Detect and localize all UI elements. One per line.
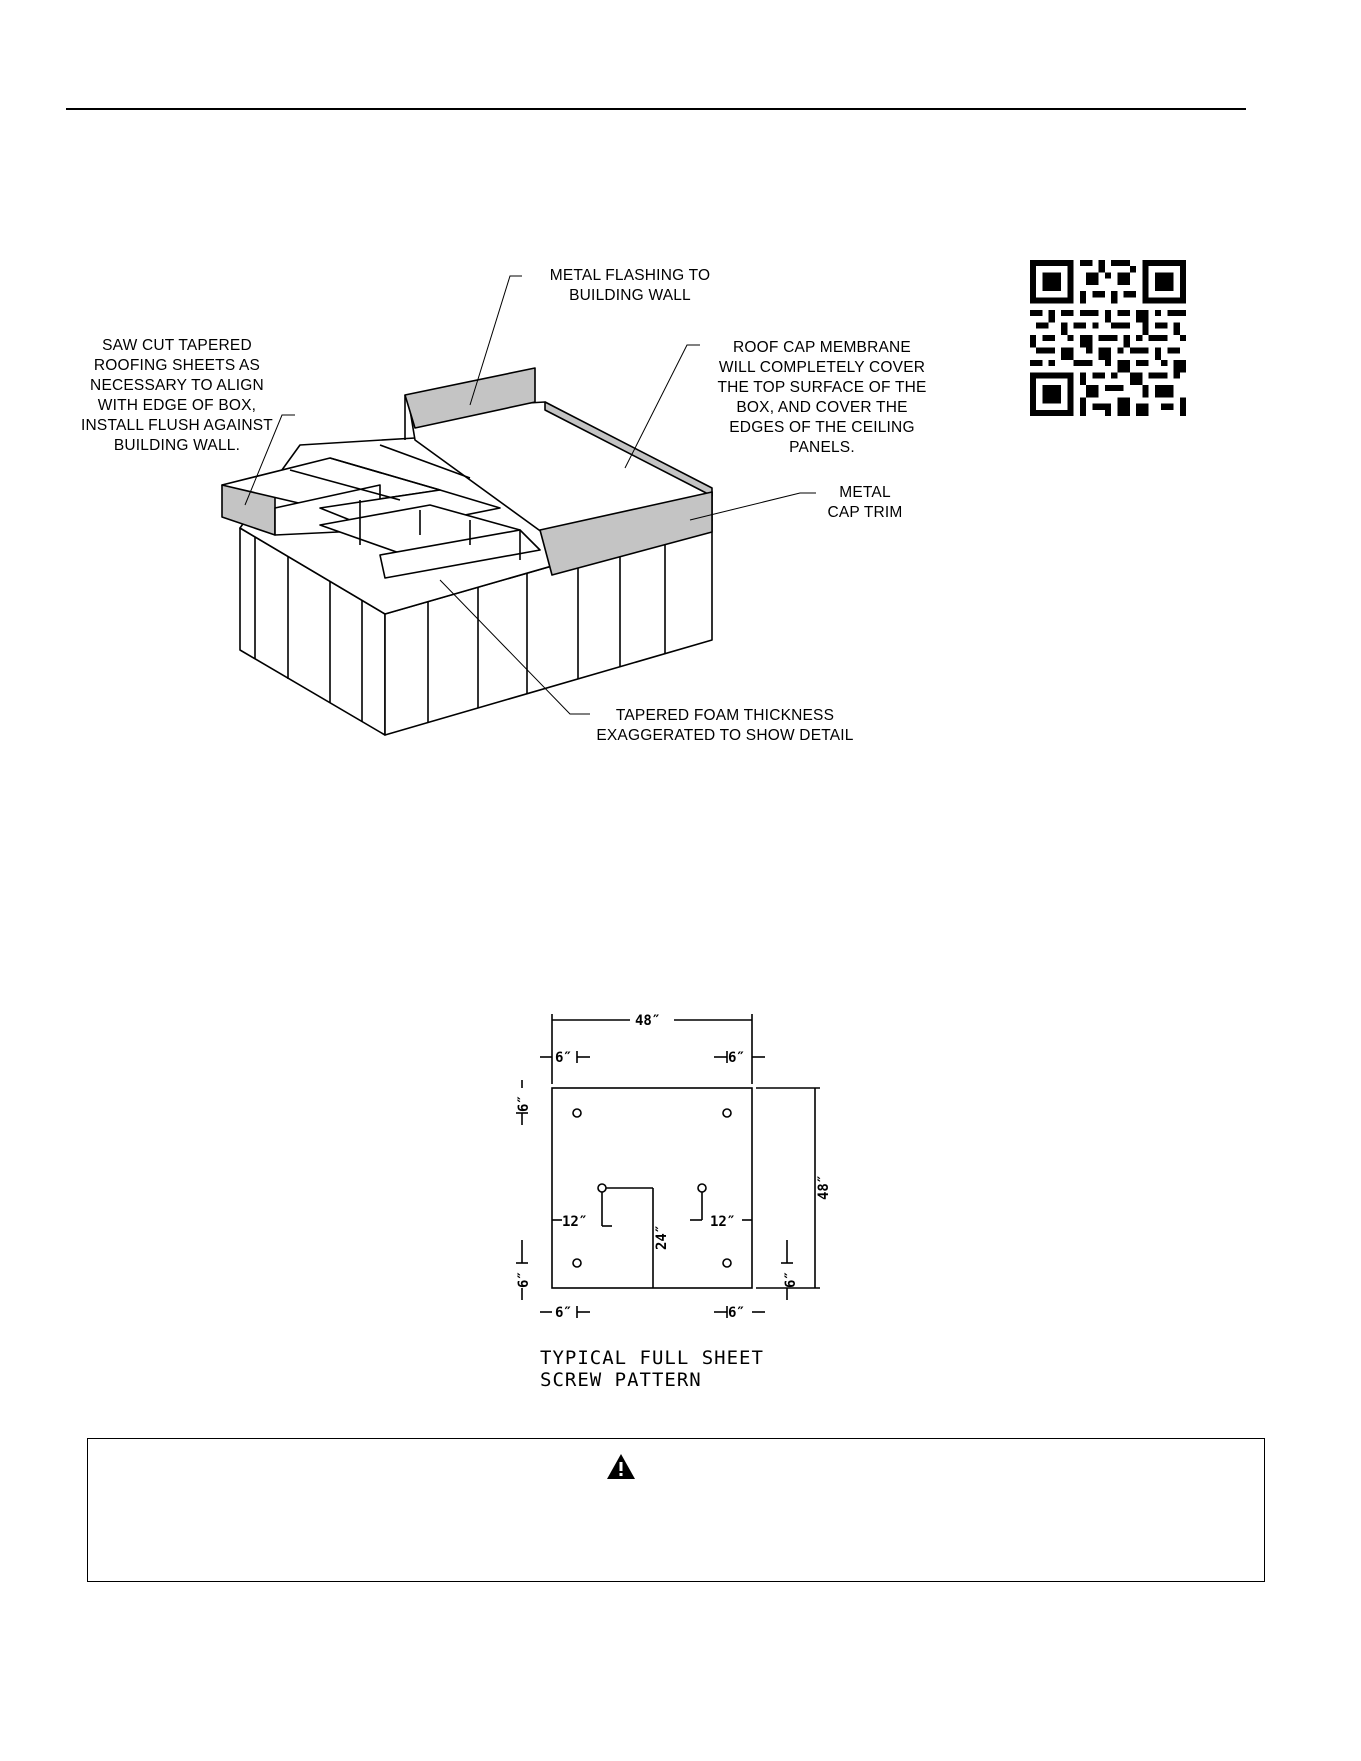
dim-bottom-left-6: 6″ bbox=[555, 1305, 572, 1320]
screw-hole bbox=[723, 1109, 731, 1117]
dim-right-12: 12″ bbox=[710, 1214, 736, 1230]
dim-left-top-6: 6″ bbox=[516, 1095, 532, 1112]
callout-saw-cut: SAW CUT TAPERED ROOFING SHEETS AS NECESSARY TO ALIGN WITH EDGE OF BOX, INSTALL FLUSH AGAINST BUILDING WALL. bbox=[81, 337, 273, 454]
screw-hole bbox=[723, 1259, 731, 1267]
dim-left-12: 12″ bbox=[562, 1214, 588, 1230]
dim-top-right-6: 6″ bbox=[728, 1050, 745, 1066]
dim-left-bottom-6: 6″ bbox=[516, 1271, 532, 1288]
screw-pattern-diagram bbox=[500, 1000, 860, 1320]
warning-box bbox=[87, 1438, 1265, 1582]
screw-hole bbox=[573, 1259, 581, 1267]
screw-hole bbox=[698, 1184, 706, 1192]
dim-width-label: 48″ bbox=[635, 1013, 661, 1029]
screw-hole bbox=[573, 1109, 581, 1117]
dim-center-24: 24″ bbox=[654, 1224, 670, 1250]
screw-pattern-caption: TYPICAL FULL SHEET SCREW PATTERN bbox=[540, 1347, 764, 1391]
callout-tapered-foam: TAPERED FOAM THICKNESS EXAGGERATED TO SHOW DETAIL bbox=[596, 707, 854, 744]
callout-metal-cap-trim: METAL CAP TRIM bbox=[827, 484, 903, 521]
dim-right-bottom-6: 6″ bbox=[783, 1271, 799, 1288]
screw-hole bbox=[598, 1184, 606, 1192]
callout-metal-flashing: METAL FLASHING TO BUILDING WALL bbox=[549, 267, 711, 304]
warning-triangle-icon bbox=[606, 1453, 636, 1480]
callout-roof-cap: ROOF CAP MEMBRANE WILL COMPLETELY COVER THE TOP SURFACE OF THE BOX, AND COVER THE EDGES OF THE CEILING PANELS. bbox=[717, 339, 927, 456]
dim-height-label: 48″ bbox=[816, 1174, 832, 1200]
dim-bottom-right-6: 6″ bbox=[728, 1305, 745, 1320]
qr-code[interactable] bbox=[1030, 260, 1186, 416]
dim-top-left-6: 6″ bbox=[555, 1050, 572, 1066]
